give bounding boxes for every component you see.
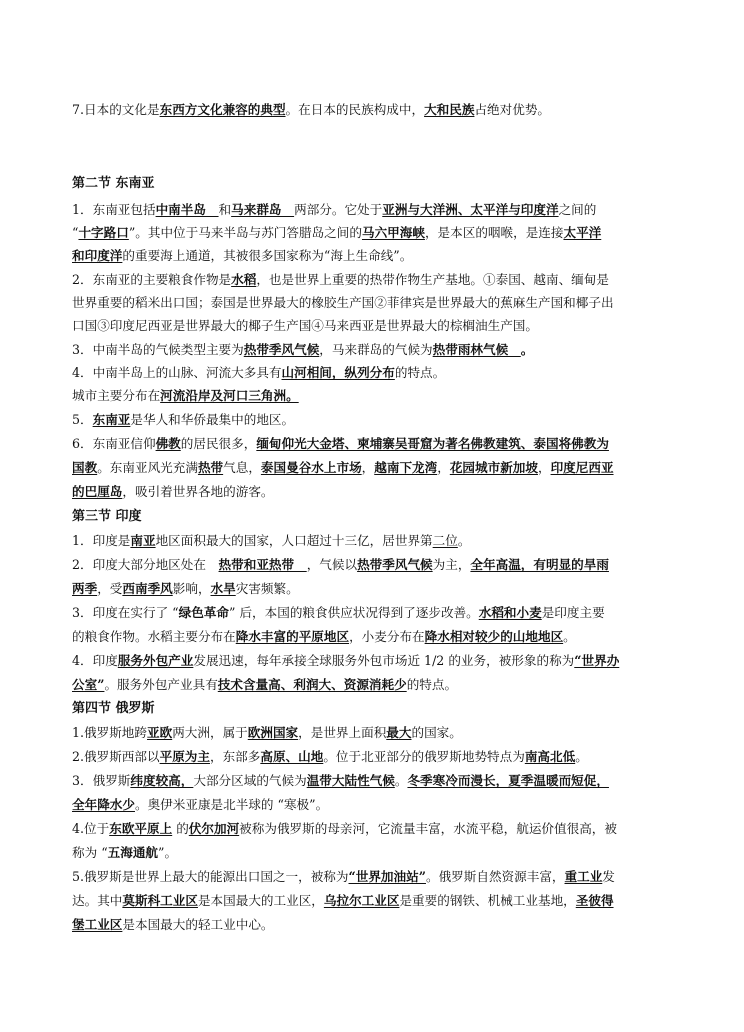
text-segment: 被称为俄罗斯的母亲河，它流量丰富，水流平稳，航运价值很高，被 <box>239 821 617 836</box>
text-segment: ，气候以 <box>306 557 358 572</box>
key-term: 国教 <box>72 460 98 475</box>
text-segment: 。 <box>575 749 588 764</box>
text-line <box>72 627 576 647</box>
text-line <box>72 795 328 815</box>
text-segment: 的国家。 <box>411 725 462 740</box>
key-term: 亚欧 <box>147 725 173 740</box>
text-line <box>72 531 470 551</box>
key-term: 伏尔加河 <box>188 821 240 836</box>
text-segment: 3．印度在实行了 “ <box>72 605 179 620</box>
key-term: 技术含量高、利润大、资源消耗少 <box>217 677 407 692</box>
key-term: 二位 <box>432 533 458 548</box>
key-term: 温带大陆性气候 <box>306 773 395 788</box>
key-term: 太平洋 <box>563 225 602 240</box>
text-line <box>72 293 614 313</box>
text-line <box>72 843 177 863</box>
text-segment: 占绝对优势。 <box>474 102 550 117</box>
text-segment: 4．印度 <box>72 653 118 668</box>
text-segment: 。服务外包产业具有 <box>104 677 218 692</box>
section-heading <box>72 507 142 527</box>
text-segment: 大部分区域的气候为 <box>193 773 307 788</box>
text-segment: 。俄罗斯自然资源丰富， <box>425 869 565 884</box>
text-segment: 1．印度是 <box>72 533 131 548</box>
key-term: 热带季风气候 <box>357 557 433 572</box>
text-line <box>72 386 299 406</box>
text-segment: 第四节 俄罗斯 <box>72 701 155 716</box>
text-line <box>72 675 457 695</box>
text-line <box>72 410 294 430</box>
key-term: 欧洲国家 <box>247 725 299 740</box>
text-segment: 的粮食作物。水稻主要分布在 <box>72 629 236 644</box>
text-segment: 的居民很多， <box>180 436 257 451</box>
key-term: 热带和亚热带 <box>218 557 307 572</box>
text-segment: 第三节 印度 <box>72 509 142 524</box>
key-term: 重工业 <box>564 869 603 884</box>
text-line <box>72 246 412 266</box>
key-term: 全年高温，有明显的旱雨 <box>470 557 609 572</box>
text-segment: ，是本区的咽喉，是连接 <box>424 225 564 240</box>
key-term: 花园城市新加坡 <box>449 460 538 475</box>
text-segment: ” 后，本国的粮食供应状况得到了逐步改善。 <box>229 605 479 620</box>
text-segment: 5.俄罗斯是世界上最大的能源出口国之一，被称为 <box>72 869 349 884</box>
text-line <box>72 747 588 767</box>
text-line <box>72 891 614 911</box>
key-term: 公室” <box>72 677 105 692</box>
text-segment: ，吸引着世界各地的游客。 <box>122 484 274 499</box>
text-segment: 2．印度大部分地区处在 <box>72 557 219 572</box>
text-segment: 。 <box>394 773 408 788</box>
text-segment: 的特点。 <box>394 365 446 380</box>
key-term: 降水丰富的平原地区 <box>235 629 350 644</box>
text-segment: 1．东南亚包括 <box>72 202 156 217</box>
text-segment: 3．俄罗斯 <box>72 773 131 788</box>
text-segment: 灾害频繁。 <box>235 581 299 596</box>
text-line <box>72 363 445 383</box>
key-term: 缅甸仰光大金塔、柬埔寨吴哥窟为著名佛教建筑、泰国将佛教为 <box>256 436 609 451</box>
text-segment: 。东南亚风光充满 <box>97 460 198 475</box>
text-segment: 2.俄罗斯西部以 <box>72 749 160 764</box>
text-segment: 为主， <box>432 557 471 572</box>
text-segment: ，马来群岛的气候为 <box>319 342 433 357</box>
text-line <box>72 223 601 243</box>
text-segment: 。奥伊米亚康是北半球的 “寒极”。 <box>134 797 329 812</box>
text-line <box>72 458 614 478</box>
text-segment: 5． <box>72 412 93 427</box>
key-term: 南亚 <box>130 533 156 548</box>
text-segment: ，受 <box>97 581 123 596</box>
key-term: 水稻 <box>231 272 257 287</box>
key-term: 和印度洋 <box>72 248 123 263</box>
text-segment: 气息， <box>223 460 261 475</box>
text-segment: ， <box>537 460 551 475</box>
text-segment: 是印度主要 <box>541 605 605 620</box>
text-segment: ，小麦分布在 <box>349 629 425 644</box>
key-term: 东西方文化兼容的典型 <box>159 102 286 117</box>
key-term: 服务外包产业 <box>117 653 194 668</box>
text-segment: 地区面积最大的国家，人口超过十三亿，居世界第 <box>155 533 433 548</box>
text-segment: 3．中南半岛的气候类型主要为 <box>72 342 244 357</box>
text-line <box>72 555 609 575</box>
text-line <box>72 915 274 935</box>
text-segment: 绿色革命 <box>178 605 229 620</box>
text-segment: 的特点。 <box>406 677 458 692</box>
key-term: 两季 <box>72 581 98 596</box>
text-segment: 之间的 <box>558 202 597 217</box>
key-term: 堡工业区 <box>72 917 123 932</box>
text-line <box>72 579 299 599</box>
section-heading <box>72 174 155 194</box>
key-term: 大和民族 <box>424 102 475 117</box>
key-term: 热带 <box>197 460 224 475</box>
text-segment: ， <box>361 460 375 475</box>
text-segment: 。位于北亚部分的俄罗斯地势特点为 <box>323 749 525 764</box>
text-line <box>72 723 462 743</box>
text-segment: ，也是世界上重要的热带作物生产基地。①泰国、越南、缅甸是 <box>256 272 609 287</box>
text-segment: 两大洲，属于 <box>172 725 248 740</box>
text-line <box>72 340 533 360</box>
key-term: 冬季寒冷而漫长，夏季温暖而短促， <box>407 773 609 788</box>
text-line <box>72 867 615 887</box>
text-segment: 城市主要分布在 <box>72 388 161 403</box>
key-term: 最大 <box>386 725 412 740</box>
key-term: 马来群岛 <box>231 202 295 217</box>
key-term: 泰国曼谷水上市场 <box>260 460 362 475</box>
text-segment: 两部分。它处于 <box>294 202 383 217</box>
key-term: “世界办 <box>574 653 620 668</box>
text-segment: 。 <box>563 629 576 644</box>
text-segment: “ <box>72 225 79 240</box>
text-segment: 是本国最大的轻工业中心。 <box>122 917 274 932</box>
key-term: 水旱 <box>210 581 236 596</box>
text-line <box>72 603 605 623</box>
key-term: 东欧平原上 <box>109 821 173 836</box>
key-term: 南高北低 <box>524 749 576 764</box>
text-line <box>72 270 609 290</box>
key-term: 平原为主 <box>159 749 210 764</box>
text-segment: 6．东南亚信仰 <box>72 436 156 451</box>
key-term: 热带季风气候 <box>243 342 320 357</box>
text-segment: ， <box>437 460 450 475</box>
text-segment: 第二节 东南亚 <box>72 176 155 191</box>
text-segment: 和 <box>218 202 232 217</box>
key-term: 水稻和小麦 <box>478 605 542 620</box>
text-segment: 。 <box>457 533 471 548</box>
text-line <box>72 651 619 671</box>
key-term: 马六甲海峡 <box>361 225 425 240</box>
key-term: 高原、山地 <box>260 749 324 764</box>
text-segment: 1.俄罗斯地跨 <box>72 725 147 740</box>
key-term: 十字路口 <box>78 225 129 240</box>
text-segment: 。在日本的民族构成中， <box>285 102 425 117</box>
text-line <box>72 482 274 502</box>
key-term: 全年降水少 <box>72 797 135 812</box>
text-segment: 影响， <box>172 581 211 596</box>
key-term: 乌拉尔工业区 <box>323 893 400 908</box>
key-term: 的巴厘岛 <box>72 484 123 499</box>
text-line <box>72 200 596 220</box>
key-term: 西南季风 <box>122 581 173 596</box>
key-term: 佛教 <box>155 436 181 451</box>
text-line <box>72 316 538 336</box>
text-segment: 7.日本的文化是 <box>72 102 160 117</box>
key-term: 山河相间，纵列分布 <box>281 365 395 380</box>
text-segment: ”。其中位于马来半岛与苏门答腊岛之间的 <box>128 225 362 240</box>
key-term: 东南亚 <box>92 412 131 427</box>
key-term: 亚洲与大洋洲、太平洋与印度洋 <box>382 202 559 217</box>
text-segment: 的重要海上通道，其被很多国家称为“海上生命线”。 <box>122 248 413 263</box>
text-segment: 4．中南半岛上的山脉、河流大多具有 <box>72 365 282 380</box>
text-segment: 。 <box>520 342 534 357</box>
text-segment: 发展迅速，每年承接全球服务外包市场近 1/2 的业务，被形象的称为 <box>193 653 575 668</box>
section-heading <box>72 699 155 719</box>
text-segment: 五海通航 <box>107 845 159 860</box>
key-term: “世界加油站” <box>348 869 426 884</box>
text-segment: ”。 <box>158 845 178 860</box>
text-segment: 达。其中 <box>72 893 123 908</box>
key-term: 热带雨林气候 <box>432 342 521 357</box>
text-segment: 的 <box>172 821 189 836</box>
text-segment: 发 <box>602 869 615 884</box>
text-segment: 是本国最大的工业区， <box>197 893 324 908</box>
text-segment: 是重要的钢铁、机械工业基地， <box>399 893 576 908</box>
text-line <box>72 819 617 839</box>
text-line <box>72 434 609 454</box>
text-segment: 2．东南亚的主要粮食作物是 <box>72 272 232 287</box>
text-segment: 口国③印度尼西亚是世界最大的椰子生产国④马来西亚是世界最大的棕榈油生产国。 <box>72 318 538 333</box>
text-segment: 是华人和华侨最集中的地区。 <box>130 412 295 427</box>
key-term: 印度尼西亚 <box>550 460 614 475</box>
key-term: 降水相对较少的山地地区 <box>424 629 564 644</box>
text-line <box>72 100 550 120</box>
text-segment: ，是世界上面积 <box>298 725 387 740</box>
text-segment: 称为 “ <box>72 845 108 860</box>
text-segment: 4.位于 <box>72 821 110 836</box>
text-line <box>72 771 609 791</box>
key-term: 圣彼得 <box>575 893 614 908</box>
text-segment: ，东部多 <box>209 749 261 764</box>
key-term: 河流沿岸及河口三角洲。 <box>160 388 299 403</box>
key-term: 中南半岛 <box>155 202 219 217</box>
key-term: 越南下龙湾 <box>374 460 438 475</box>
text-segment: 世界重要的稻米出口国；泰国是世界最大的橡胶生产国②菲律宾是世界最大的蕉麻生产国和椰子出 <box>72 295 614 310</box>
key-term: 莫斯科工业区 <box>122 893 198 908</box>
key-term: 纬度较高， <box>130 773 194 788</box>
